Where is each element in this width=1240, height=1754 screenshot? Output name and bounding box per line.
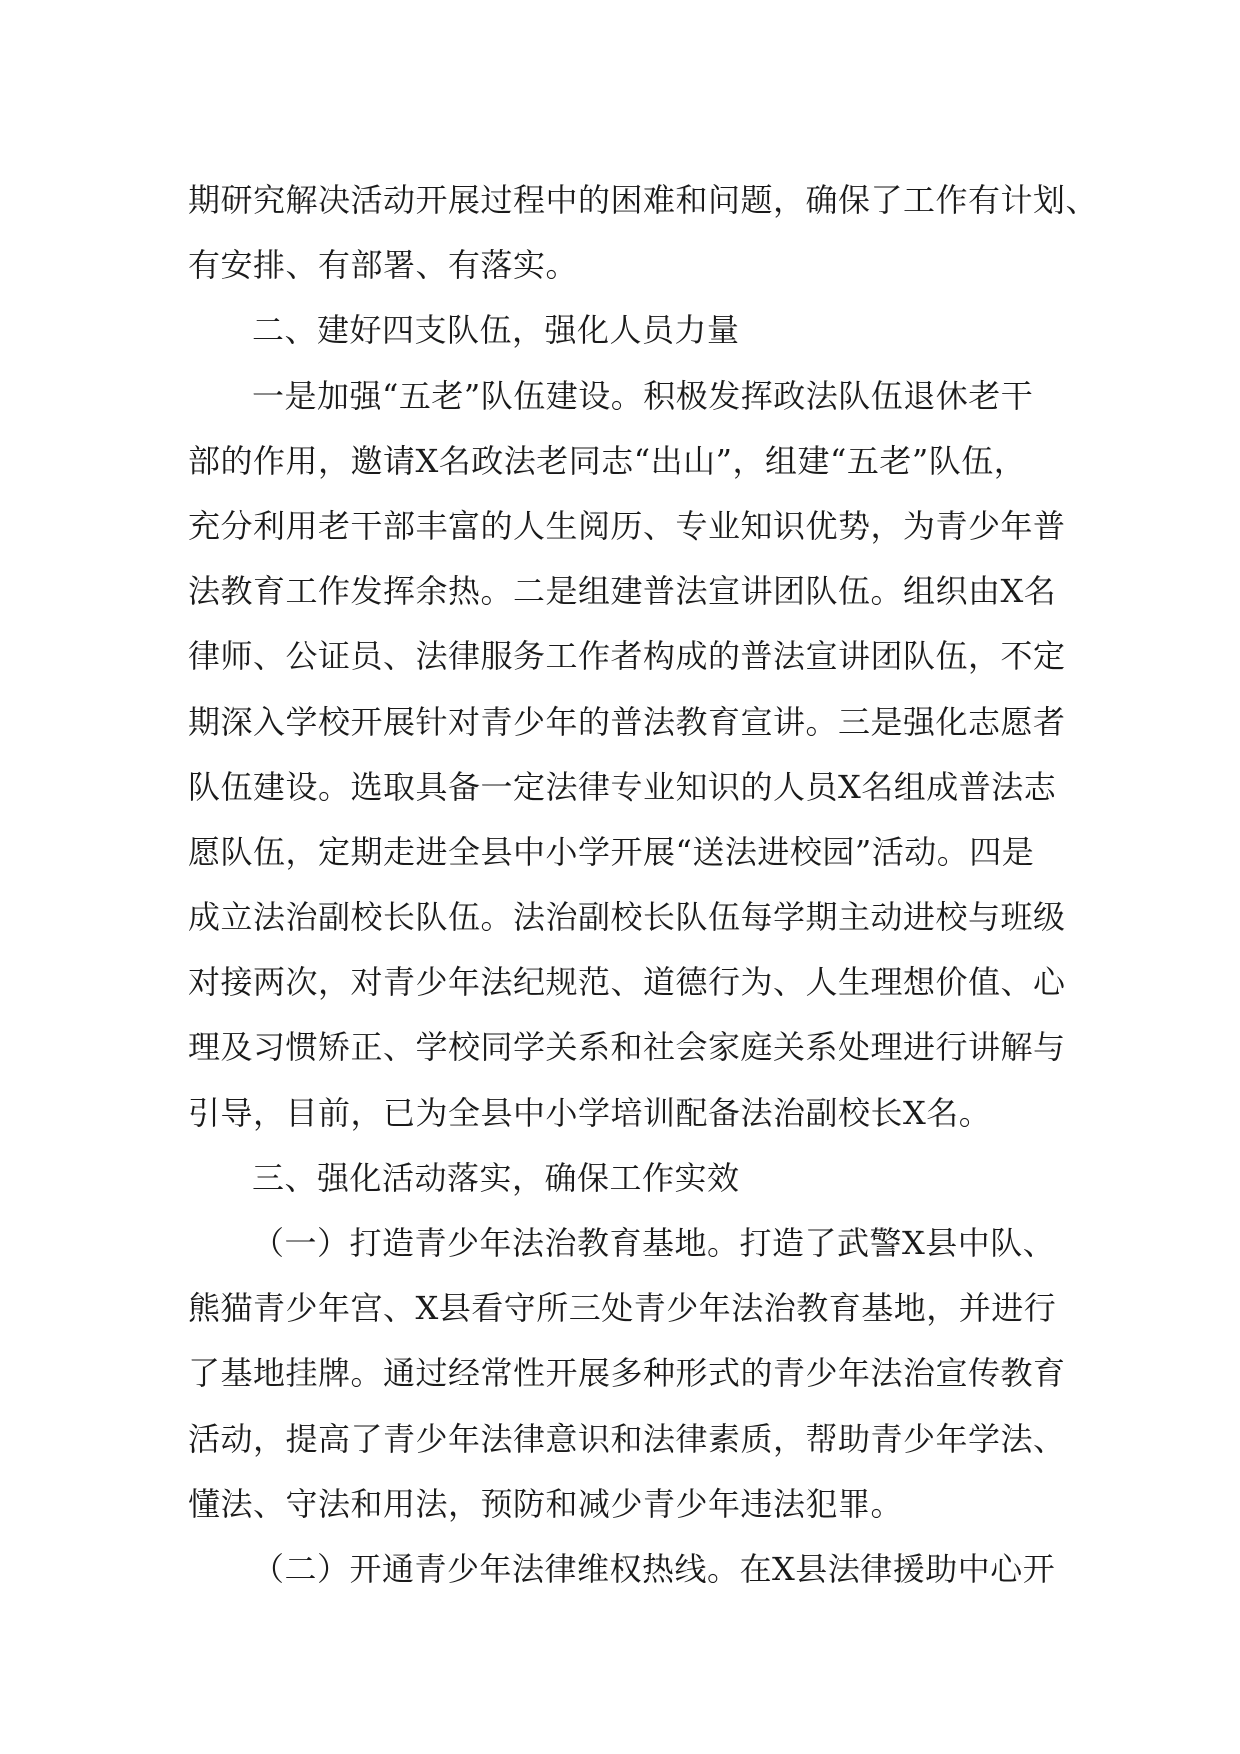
text-line: 法教育工作发挥余热。二是组建普法宣讲团队伍。组织由X名: [188, 572, 1057, 611]
text-line: 愿队伍，定期走进全县中小学开展“送法进校园”活动。四是: [188, 832, 1035, 871]
text-line: （一）打造青少年法治教育基地。打造了武警X县中队、: [252, 1224, 1056, 1262]
text-line: 对接两次，对青少年法纪规范、道德行为、人生理想价值、心: [188, 963, 1066, 1002]
section-heading: 二、建好四支队伍，强化人员力量: [252, 311, 740, 350]
text-line: 成立法治副校长队伍。法治副校长队伍每学期主动进校与班级: [188, 898, 1066, 937]
text-line: 活动，提高了青少年法律意识和法律素质，帮助青少年学法、: [188, 1419, 1066, 1458]
text-line: 充分利用老干部丰富的人生阅历、专业知识优势，为青少年普: [188, 506, 1066, 545]
text-line: 一是加强“五老”队伍建设。积极发挥政法队伍退休老干: [252, 376, 1034, 415]
text-line: 理及习惯矫正、学校同学关系和社会家庭关系处理进行讲解与: [188, 1028, 1066, 1067]
text-line: 律师、公证员、法律服务工作者构成的普法宣讲团队伍，不定: [188, 637, 1066, 676]
text-line: 期深入学校开展针对青少年的普法教育宣讲。三是强化志愿者: [188, 702, 1066, 741]
text-line: 了基地挂牌。通过经常性开展多种形式的青少年法治宣传教育: [188, 1354, 1066, 1393]
text-line: （二）开通青少年法律维权热线。在X县法律援助中心开: [252, 1549, 1056, 1588]
section-heading: 三、强化活动落实，确保工作实效: [252, 1158, 740, 1197]
text-line: 懂法、守法和用法，预防和减少青少年违法犯罪。: [188, 1484, 904, 1523]
text-line: 部的作用，邀请X名政法老同志“出山”，组建“五老”队伍，: [188, 441, 1027, 480]
text-line: 期研究解决活动开展过程中的困难和问题，确保了工作有计划、: [188, 181, 1099, 219]
text-line: 有安排、有部署、有落实。: [188, 246, 579, 285]
text-line: 引导，目前，已为全县中小学培训配备法治副校长X名。: [188, 1093, 992, 1132]
document-body: [188, 168, 1099, 1602]
text-line: 队伍建设。选取具备一定法律专业知识的人员X名组成普法志: [188, 767, 1057, 806]
text-line: 熊猫青少年宫、X县看守所三处青少年法治教育基地，并进行: [188, 1289, 1057, 1328]
